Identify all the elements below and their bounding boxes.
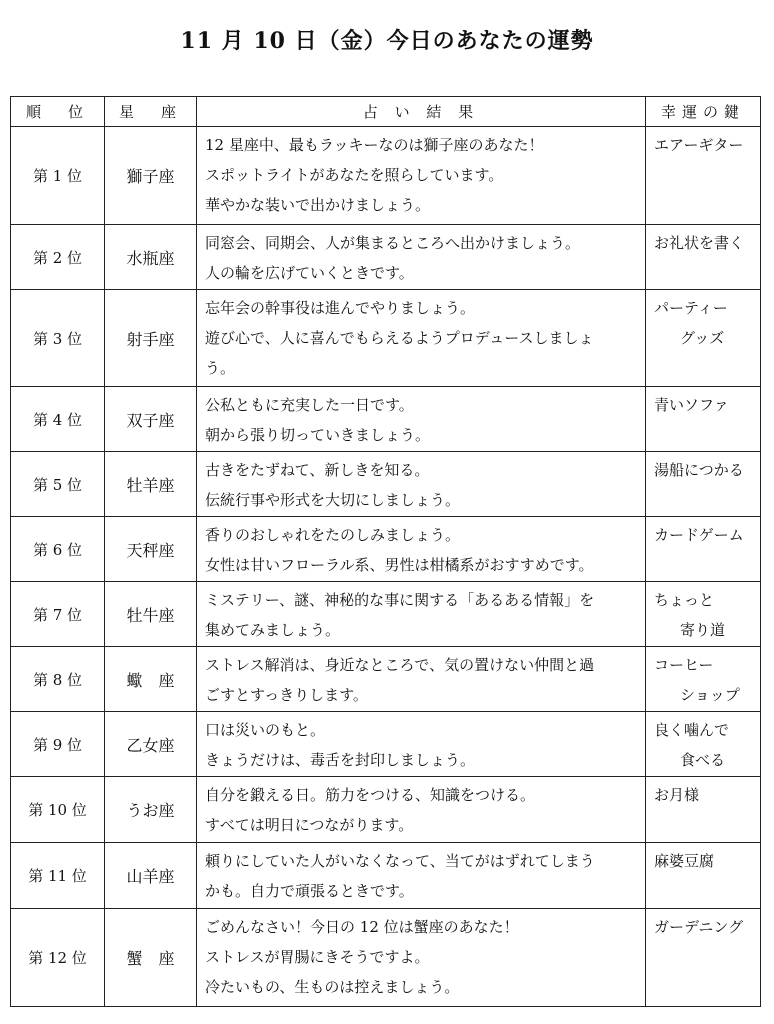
zodiac-sign-cell: 天秤座 bbox=[105, 517, 197, 582]
lucky-key-cell bbox=[646, 909, 761, 1007]
lucky-key-cell bbox=[646, 712, 761, 777]
horoscope-table bbox=[10, 96, 761, 1007]
rank-cell: 第 11 位 bbox=[11, 843, 105, 909]
fortune-result-line: ごすとすっきりします。 bbox=[205, 686, 368, 704]
zodiac-sign-cell: 蟹 座 bbox=[105, 909, 197, 1007]
fortune-result-line: 伝統行事や形式を大切にしましょう。 bbox=[205, 491, 461, 509]
table-row bbox=[11, 909, 761, 1007]
lucky-key-cell bbox=[646, 517, 761, 582]
lucky-key-cell bbox=[646, 387, 761, 452]
fortune-result-line: 忘年会の幹事役は進んでやりましょう。 bbox=[205, 299, 476, 317]
table-row bbox=[11, 517, 761, 582]
lucky-key-line: お月様 bbox=[654, 786, 700, 804]
fortune-result-line: 公私ともに充実した一日です。 bbox=[205, 396, 414, 414]
lucky-key-cell bbox=[646, 290, 761, 387]
fortune-result-cell bbox=[197, 517, 646, 582]
fortune-result-cell bbox=[197, 647, 646, 712]
header-result: 占 い 結 果 bbox=[197, 97, 646, 127]
rank-cell: 第 3 位 bbox=[11, 290, 105, 387]
table-row bbox=[11, 582, 761, 647]
fortune-result-line: 遊び心で、人に喜んでもらえるようプロデュースしましょ bbox=[205, 329, 594, 347]
fortune-result-line: 香りのおしゃれをたのしみましょう。 bbox=[205, 526, 461, 544]
rank-cell: 第 10 位 bbox=[11, 777, 105, 843]
fortune-result-line: 同窓会、同期会、人が集まるところへ出かけましょう。 bbox=[205, 234, 581, 252]
lucky-key-cell bbox=[646, 647, 761, 712]
fortune-result-line: 人の輪を広げていくときです。 bbox=[205, 264, 414, 282]
table-row bbox=[11, 647, 761, 712]
lucky-key-line: エアーギター bbox=[654, 136, 744, 154]
table-row bbox=[11, 127, 761, 225]
lucky-key-line: ショップ bbox=[680, 686, 740, 704]
table-row bbox=[11, 712, 761, 777]
rank-cell: 第 6 位 bbox=[11, 517, 105, 582]
lucky-key-cell bbox=[646, 582, 761, 647]
fortune-result-line: きょうだけは、毒舌を封印しましょう。 bbox=[205, 751, 476, 769]
lucky-key-line: パーティー bbox=[654, 299, 728, 317]
lucky-key-cell bbox=[646, 452, 761, 517]
rank-cell: 第 7 位 bbox=[11, 582, 105, 647]
zodiac-sign-cell: 牡羊座 bbox=[105, 452, 197, 517]
rank-cell: 第 8 位 bbox=[11, 647, 105, 712]
table-row bbox=[11, 843, 761, 909]
lucky-key-line: お礼状を書く bbox=[654, 234, 745, 252]
lucky-key-cell bbox=[646, 225, 761, 290]
zodiac-sign-cell: 水瓶座 bbox=[105, 225, 197, 290]
zodiac-sign-cell: 山羊座 bbox=[105, 843, 197, 909]
zodiac-sign-cell: 牡牛座 bbox=[105, 582, 197, 647]
fortune-result-line: 口は災いのもと。 bbox=[205, 721, 326, 739]
fortune-result-line: 集めてみましょう。 bbox=[205, 621, 341, 639]
header-rank: 順 位 bbox=[11, 97, 105, 127]
table-body bbox=[11, 127, 761, 1007]
zodiac-sign-cell: うお座 bbox=[105, 777, 197, 843]
lucky-key-cell bbox=[646, 127, 761, 225]
rank-cell: 第 2 位 bbox=[11, 225, 105, 290]
fortune-result-cell bbox=[197, 387, 646, 452]
lucky-key-line: ちょっと bbox=[654, 591, 715, 609]
table-header-row bbox=[11, 97, 761, 127]
fortune-result-cell bbox=[197, 712, 646, 777]
header-lucky-key: 幸運の鍵 bbox=[646, 97, 761, 127]
fortune-result-line: ごめんなさい！今日の 12 位は蟹座のあなた！ bbox=[205, 918, 519, 936]
zodiac-sign-cell: 乙女座 bbox=[105, 712, 197, 777]
lucky-key-line: 湯船につかる bbox=[654, 461, 744, 479]
rank-cell: 第 5 位 bbox=[11, 452, 105, 517]
fortune-result-line: 朝から張り切っていきましょう。 bbox=[205, 426, 431, 444]
lucky-key-line: 良く噛んで bbox=[654, 721, 730, 739]
table-row bbox=[11, 225, 761, 290]
lucky-key-line: 麻婆豆腐 bbox=[654, 852, 715, 870]
fortune-result-line: 華やかな装いで出かけましょう。 bbox=[205, 196, 431, 214]
lucky-key-line: カードゲーム bbox=[654, 526, 744, 544]
zodiac-sign-cell: 双子座 bbox=[105, 387, 197, 452]
table-row bbox=[11, 452, 761, 517]
fortune-result-cell bbox=[197, 290, 646, 387]
fortune-result-line: ストレスが胃腸にきそうですよ。 bbox=[205, 948, 430, 966]
fortune-result-cell bbox=[197, 777, 646, 843]
fortune-result-line: う。 bbox=[205, 359, 236, 377]
lucky-key-line: 食べる bbox=[680, 751, 726, 769]
lucky-key-line: 寄り道 bbox=[680, 621, 726, 639]
fortune-result-cell bbox=[197, 582, 646, 647]
fortune-result-line: かも。自力で頑張るときです。 bbox=[205, 882, 414, 900]
table-row bbox=[11, 777, 761, 843]
page-title: 11 月 10 日（金）今日のあなたの運勢 bbox=[180, 28, 594, 54]
fortune-result-cell bbox=[197, 843, 646, 909]
fortune-result-cell bbox=[197, 127, 646, 225]
fortune-result-line: すべては明日につながります。 bbox=[205, 816, 414, 834]
rank-cell: 第 1 位 bbox=[11, 127, 105, 225]
fortune-result-line: 女性は甘いフローラル系、男性は柑橘系がおすすめです。 bbox=[205, 556, 594, 574]
zodiac-sign-cell: 蠍 座 bbox=[105, 647, 197, 712]
fortune-result-line: 冷たいもの、生ものは控えましょう。 bbox=[205, 978, 460, 996]
lucky-key-line: コーヒー bbox=[654, 656, 714, 674]
lucky-key-line: 青いソファ bbox=[654, 396, 729, 414]
fortune-result-line: 12 星座中、最もラッキーなのは獅子座のあなた！ bbox=[205, 136, 544, 154]
lucky-key-line: ガーデニング bbox=[654, 918, 744, 936]
fortune-result-cell bbox=[197, 225, 646, 290]
lucky-key-cell bbox=[646, 777, 761, 843]
zodiac-sign-cell: 獅子座 bbox=[105, 127, 197, 225]
fortune-result-cell bbox=[197, 452, 646, 517]
rank-cell: 第 9 位 bbox=[11, 712, 105, 777]
zodiac-sign-cell: 射手座 bbox=[105, 290, 197, 387]
table-row bbox=[11, 290, 761, 387]
fortune-result-cell bbox=[197, 909, 646, 1007]
table-row bbox=[11, 387, 761, 452]
fortune-result-line: 自分を鍛える日。筋力をつける、知識をつける。 bbox=[205, 786, 536, 804]
fortune-result-line: スポットライトがあなたを照らしています。 bbox=[205, 166, 504, 184]
rank-cell: 第 12 位 bbox=[11, 909, 105, 1007]
rank-cell: 第 4 位 bbox=[11, 387, 105, 452]
header-sign: 星 座 bbox=[105, 97, 197, 127]
fortune-result-line: 古きをたずねて、新しきを知る。 bbox=[205, 461, 430, 479]
fortune-result-line: ミステリー、謎、神秘的な事に関する「あるある情報」を bbox=[205, 591, 595, 609]
lucky-key-line: グッズ bbox=[680, 329, 725, 347]
fortune-result-line: ストレス解消は、身近なところで、気の置けない仲間と過 bbox=[205, 656, 595, 674]
lucky-key-cell bbox=[646, 843, 761, 909]
fortune-result-line: 頼りにしていた人がいなくなって、当てがはずれてしまう bbox=[205, 852, 595, 870]
